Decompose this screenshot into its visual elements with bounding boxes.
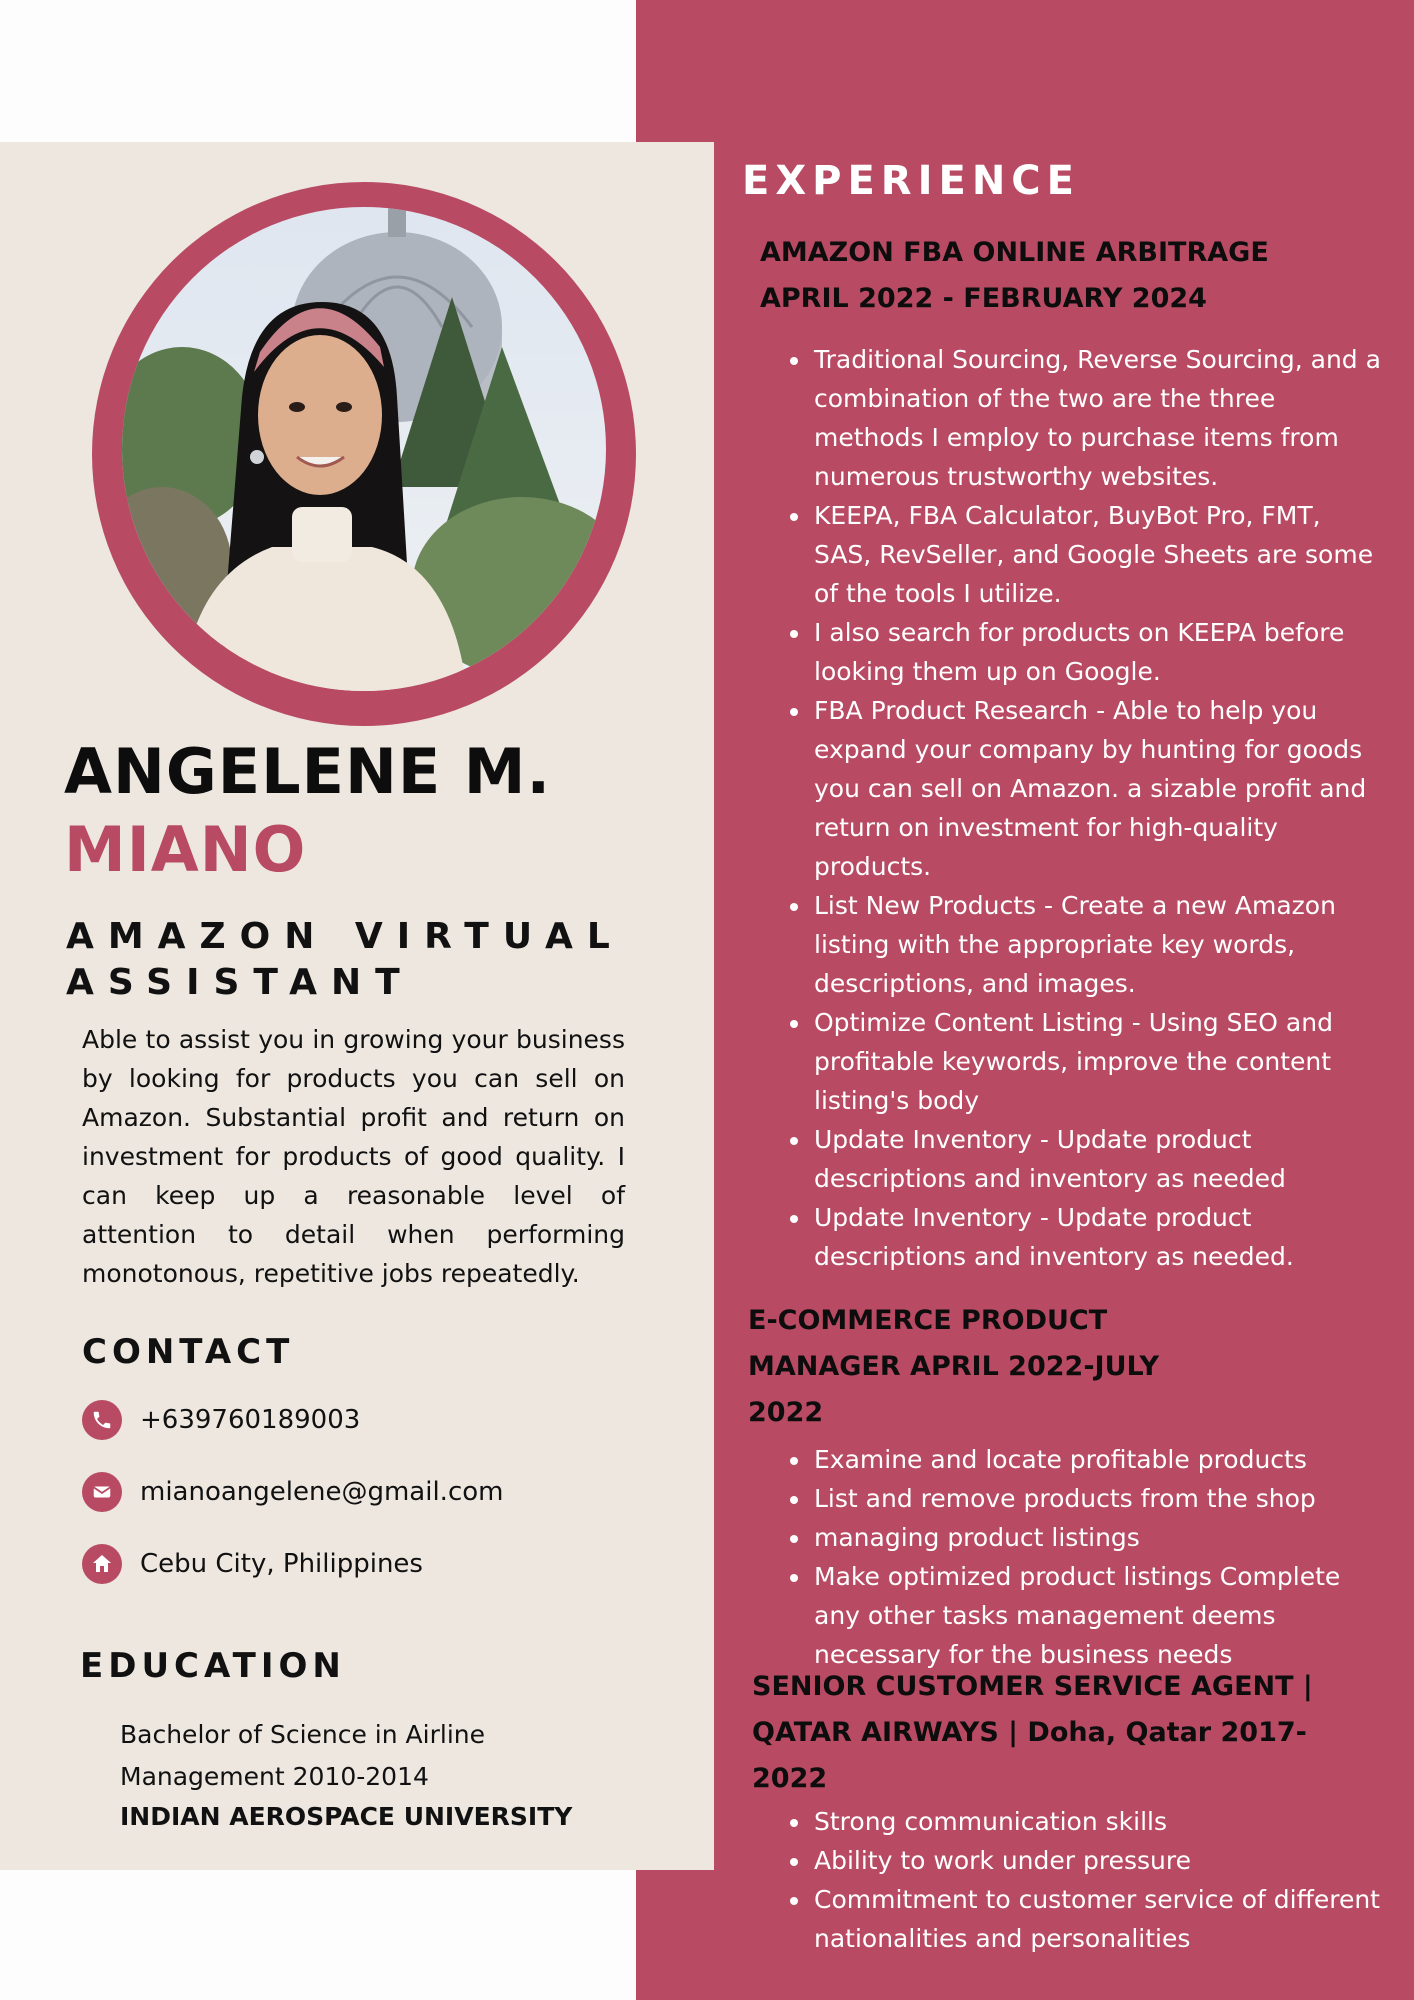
contact-address-text: Cebu City, Philippines (140, 1549, 423, 1579)
bullet-item: • List and remove products from the shop (812, 1479, 1382, 1518)
contact-phone-text: +639760189003 (140, 1405, 361, 1435)
profile-summary: Able to assist you in growing your business by looking for products you can sell on Amazon. Substantial profit and return on investment for products of good quality. I can keep up a reasonable level of attention to detail when performing monotonous, repetitive jobs repeatedly. (82, 1025, 625, 1288)
profile-photo (122, 207, 606, 691)
bullet-item: • List New Products - Create a new Amazon listing with the appropriate key words, descriptions, and images. (812, 886, 1382, 1003)
job-2-bullets (780, 1440, 1382, 1674)
bullet-item: • KEEPA, FBA Calculator, BuyBot Pro, FMT, SAS, RevSeller, and Google Sheets are some of the tools I utilize. (812, 496, 1382, 613)
job-title-2: E-COMMERCE PRODUCT MANAGER APRIL 2022-JULY 2022 (748, 1305, 1160, 1428)
bullet-item: • Make optimized product listings Complete any other tasks management deems necessary for the business needs (812, 1557, 1382, 1674)
phone-icon (82, 1400, 122, 1440)
education-school: INDIAN AEROSPACE UNIVERSITY (120, 1802, 573, 1831)
education-degree: Bachelor of Science in Airline Management 2010-2014 (120, 1720, 485, 1791)
bullet-item: • Strong communication skills (812, 1802, 1412, 1841)
bullet-item: • Examine and locate profitable products (812, 1440, 1382, 1479)
job-title-1: AMAZON FBA ONLINE ARBITRAGE APRIL 2022 - FEBRUARY 2024 (760, 237, 1269, 314)
bullet-item: • Update Inventory - Update product descriptions and inventory as needed. (812, 1198, 1382, 1276)
bullet-item: • I also search for products on KEEPA before looking them up on Google. (812, 613, 1382, 691)
contact-phone[interactable] (82, 1400, 360, 1440)
bullet-item: • FBA Product Research - Able to help you expand your company by hunting for goods you can sell on Amazon. a sizable profit and return on investment for high-quality products. (812, 691, 1382, 886)
job-title-3: SENIOR CUSTOMER SERVICE AGENT | QATAR AIRWAYS | Doha, Qatar 2017-2022 (752, 1671, 1313, 1794)
job-3-bullets (780, 1802, 1412, 1958)
job-1-bullets (780, 340, 1382, 1276)
home-icon (82, 1544, 122, 1584)
contact-email-text: mianoangelene@gmail.com (140, 1477, 504, 1507)
bullet-item: • managing product listings (812, 1518, 1382, 1557)
education-heading: EDUCATION (80, 1646, 346, 1686)
contact-address (82, 1544, 423, 1584)
experience-heading: EXPERIENCE (742, 158, 1080, 204)
bullet-item: • Commitment to customer service of different nationalities and personalities (812, 1880, 1412, 1958)
bullet-item: • Update Inventory - Update product descriptions and inventory as needed (812, 1120, 1382, 1198)
bullet-item: • Traditional Sourcing, Reverse Sourcing, and a combination of the two are the three methods I employ to purchase items from numerous trustworthy websites. (812, 340, 1382, 496)
bullet-item: • Optimize Content Listing - Using SEO and profitable keywords, improve the content listing's body (812, 1003, 1382, 1120)
job-title: AMAZON VIRTUAL ASSISTANT (66, 916, 624, 1003)
mail-icon (82, 1472, 122, 1512)
contact-heading: CONTACT (82, 1332, 295, 1372)
contact-email[interactable] (82, 1472, 503, 1512)
bullet-item: • Ability to work under pressure (812, 1841, 1412, 1880)
name-first: ANGELENE M. (64, 735, 552, 808)
name-last: MIANO (64, 813, 307, 886)
